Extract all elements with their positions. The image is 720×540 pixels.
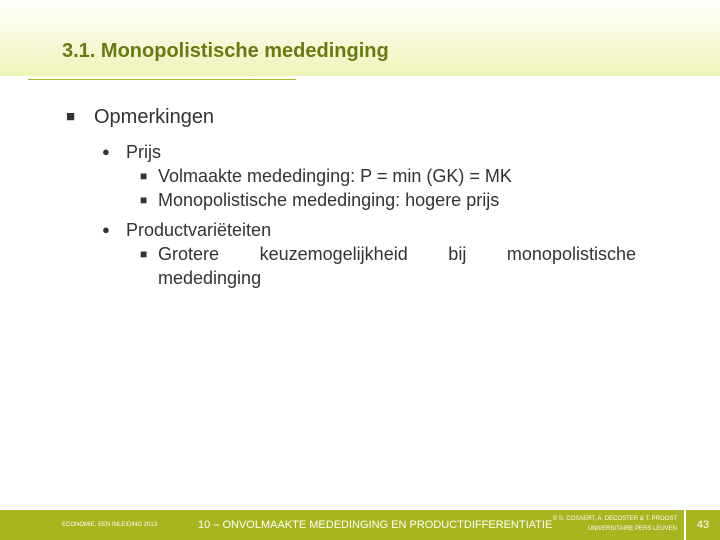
subbullet-text: Monopolistische mededinging: hogere prijs: [158, 190, 500, 210]
subbullet-text-line1: Grotere keuzemogelijkheid bij monopolistische: [158, 244, 636, 264]
footer-copyright-line2: UNIVERSITAIRE PERS LEUVEN: [587, 526, 677, 532]
subbullet-grotere: [66, 242, 666, 290]
subbullet-volmaakte: [66, 164, 666, 188]
footer-course-title: ECONOMIE, EEN INLEIDING 2013: [62, 522, 158, 528]
footer-copyright: [537, 514, 677, 534]
round-bullet-icon: ●: [102, 144, 110, 159]
square-bullet-icon: ■: [140, 193, 148, 207]
subbullet-text-line2: mededinging: [158, 268, 262, 288]
bullet-text: Productvariëteiten: [126, 220, 272, 240]
subbullet-text: Volmaakte mededinging: P = min (GK) = MK: [158, 166, 512, 186]
footer-divider: [684, 510, 686, 540]
footer-bar: [0, 510, 720, 540]
bullet-prijs: [66, 140, 666, 164]
footer-copyright-line1: © S. COSAERT, A. DECOSTER & T. PROOST: [552, 516, 677, 522]
bullet-text: Prijs: [126, 142, 161, 162]
bullet-text: Opmerkingen: [94, 106, 215, 128]
page-number: 43: [696, 519, 710, 531]
title-underline: [28, 79, 296, 80]
footer-chapter-title: 10 – ONVOLMAAKTE MEDEDINGING EN PRODUCTDIFFERENTIATIE: [198, 519, 553, 531]
slide-title: 3.1. Monopolistische mededinging: [62, 40, 389, 62]
bullet-opmerkingen: [66, 104, 666, 130]
square-bullet-icon: ■: [140, 169, 148, 183]
bullet-productvarieteiten: [66, 218, 666, 242]
slide-content: [66, 104, 666, 290]
square-bullet-icon: ■: [140, 247, 148, 261]
subbullet-monopolistische: [66, 188, 666, 212]
header-band: [0, 0, 720, 76]
square-bullet-icon: ■: [66, 108, 76, 125]
round-bullet-icon: ●: [102, 222, 110, 237]
